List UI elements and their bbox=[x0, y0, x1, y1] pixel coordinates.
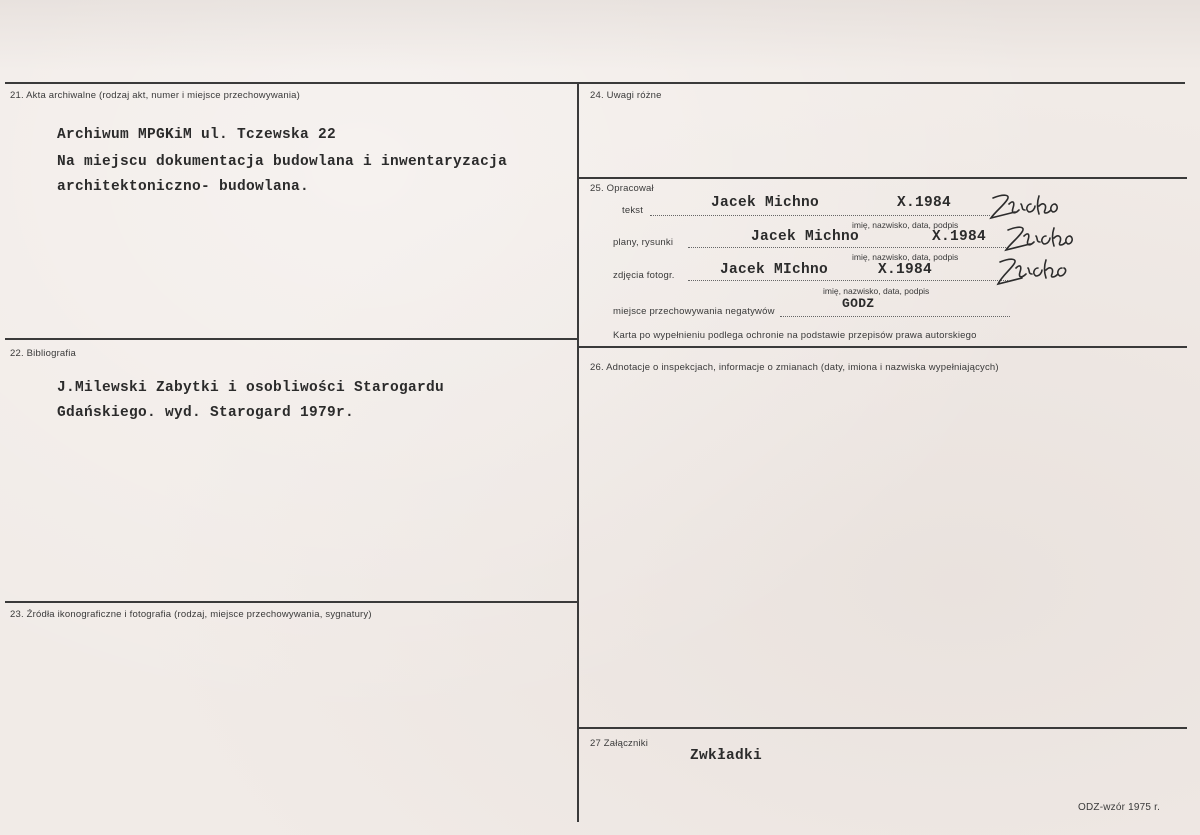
row-tekst-name: Jacek Michno bbox=[711, 195, 820, 211]
negatives-label: miejsce przechowywania negatywów bbox=[613, 306, 775, 317]
row-tekst-field: tekst bbox=[622, 205, 644, 216]
row-zdjecia-caption: imię, nazwisko, data, podpis bbox=[823, 286, 930, 296]
center-divider bbox=[577, 82, 579, 822]
row-tekst-date: X.1984 bbox=[897, 195, 952, 211]
signature-tekst bbox=[985, 192, 1085, 224]
section24-bottom-line bbox=[579, 177, 1187, 179]
row-zdjecia-field: zdjęcia fotogr. bbox=[613, 270, 675, 281]
row-plany-caption: imię, nazwisko, data, podpis bbox=[852, 252, 959, 262]
section22-line-2: Gdańskiego. wyd. Starogard 1979r. bbox=[57, 405, 355, 421]
row-zdjecia-name: Jacek MIchno bbox=[720, 262, 829, 278]
section21-bottom-line bbox=[5, 338, 577, 340]
section21-line-3: architektoniczno- budowlana. bbox=[57, 179, 310, 195]
section22-bottom-line bbox=[5, 601, 577, 603]
row-plany-date: X.1984 bbox=[932, 229, 987, 245]
section21-line-1: Archiwum MPGKiM ul. Tczewska 22 bbox=[57, 127, 337, 143]
signature-plany bbox=[1000, 224, 1100, 256]
top-shadow bbox=[0, 0, 1200, 70]
section21-label: 21. Akta archiwalne (rodzaj akt, numer i miejsce przechowywania) bbox=[10, 90, 301, 101]
section23-label: 23. Źródła ikonograficzne i fotografia (rodzaj, miejsce przechowywania, sygnatury) bbox=[10, 609, 372, 620]
section25-label: 25. Opracował bbox=[590, 183, 654, 194]
section24-label: 24. Uwagi różne bbox=[590, 90, 662, 101]
copyright-note: Karta po wypełnieniu podlega ochronie na podstawie przepisów prawa autorskiego bbox=[613, 330, 977, 341]
row-plany-dots bbox=[688, 247, 1008, 248]
section21-line-2: Na miejscu dokumentacja budowlana i inwentaryzacja bbox=[57, 154, 508, 170]
section22-line-1: J.Milewski Zabytki i osobliwości Starogardu bbox=[57, 380, 445, 396]
negatives-dots bbox=[780, 316, 1010, 317]
section22-label: 22. Bibliografia bbox=[10, 348, 77, 359]
signature-zdjecia bbox=[992, 256, 1092, 290]
section27-value: Zwkładki bbox=[690, 748, 763, 764]
top-border-line bbox=[5, 82, 1185, 84]
row-tekst-dots bbox=[650, 215, 990, 216]
section26-label: 26. Adnotacje o inspekcjach, informacje o zmianach (daty, imiona i nazwiska wypełniających) bbox=[590, 362, 999, 373]
row-zdjecia-date: X.1984 bbox=[878, 262, 933, 278]
row-plany-name: Jacek Michno bbox=[751, 229, 860, 245]
section27-label: 27 Załączniki bbox=[590, 738, 649, 749]
section26-bottom-line bbox=[579, 727, 1187, 729]
negatives-value: GODZ bbox=[842, 296, 875, 311]
row-zdjecia-dots bbox=[688, 280, 1008, 281]
form-code: ODZ-wzór 1975 r. bbox=[1078, 802, 1161, 813]
row-tekst-caption: imię, nazwisko, data, podpis bbox=[852, 220, 959, 230]
section25-bottom-line bbox=[579, 346, 1187, 348]
row-plany-field: plany, rysunki bbox=[613, 237, 674, 248]
